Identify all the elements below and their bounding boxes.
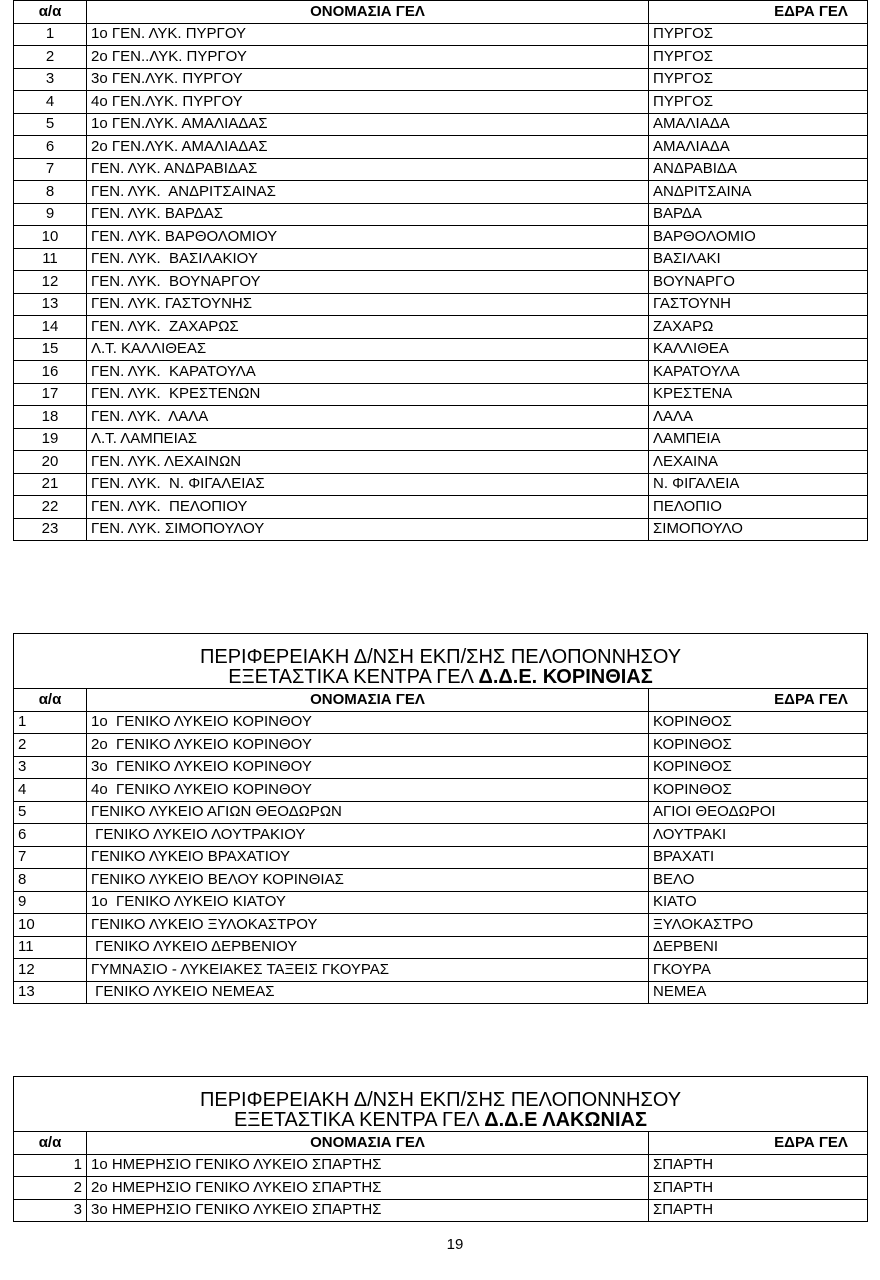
- table-row: [14, 1199, 868, 1222]
- title-line-2-region: Δ.Δ.Ε ΛΑΚΩΝΙΑΣ: [484, 1109, 647, 1131]
- school-name-cell: Λ.Τ. ΚΑΛΛΙΘΕΑΣ: [87, 338, 649, 361]
- school-name-cell: ΓΕΝΙΚΟ ΛΥΚΕΙΟ ΞΥΛΟΚΑΣΤΡΟΥ: [87, 914, 649, 937]
- table-row: [14, 473, 868, 496]
- school-name-cell: ΓΕΝΙΚΟ ΛΥΚΕΙΟ ΝΕΜΕΑΣ: [87, 981, 649, 1004]
- school-seat-cell: ΚΑΡΑΤΟΥΛΑ: [649, 361, 868, 384]
- row-number-cell: 20: [14, 451, 87, 474]
- school-seat-cell: ΚΙΑΤΟ: [649, 891, 868, 914]
- school-name-cell: 4ο ΓΕΝΙΚΟ ΛΥΚΕΙΟ ΚΟΡΙΝΘΟΥ: [87, 779, 649, 802]
- school-name-cell: ΓΕΝΙΚΟ ΛΥΚΕΙΟ ΔΕΡΒΕΝΙΟΥ: [87, 936, 649, 959]
- row-number-cell: 23: [14, 518, 87, 541]
- school-seat-cell: ΣΙΜΟΠΟΥΛΟ: [649, 518, 868, 541]
- school-seat-cell: ΒΡΑΧΑΤΙ: [649, 846, 868, 869]
- school-name-cell: Λ.Τ. ΛΑΜΠΕΙΑΣ: [87, 428, 649, 451]
- school-name-cell: 1ο ΓΕΝΙΚΟ ΛΥΚΕΙΟ ΚΟΡΙΝΘΟΥ: [87, 711, 649, 734]
- table-row: [14, 959, 868, 982]
- school-name-cell: ΓΕΝ. ΛΥΚ. ΒΑΣΙΛΑΚΙΟΥ: [87, 248, 649, 271]
- column-header-seat: ΕΔΡΑ ΓΕΛ: [649, 689, 868, 712]
- school-name-cell: ΓΕΝΙΚΟ ΛΥΚΕΙΟ ΒΕΛΟΥ ΚΟΡΙΝΘΙΑΣ: [87, 869, 649, 892]
- row-number-cell: 19: [14, 428, 87, 451]
- row-number-cell: 8: [14, 869, 87, 892]
- row-number-cell: 9: [14, 891, 87, 914]
- school-name-cell: 3ο ΗΜΕΡΗΣΙΟ ΓΕΝΙΚΟ ΛΥΚΕΙΟ ΣΠΑΡΤΗΣ: [87, 1199, 649, 1222]
- school-name-cell: ΓΕΝ. ΛΥΚ. ΓΑΣΤΟΥΝΗΣ: [87, 293, 649, 316]
- table-title: [14, 1077, 868, 1132]
- table-row: [14, 383, 868, 406]
- row-number-cell: 12: [14, 271, 87, 294]
- school-seat-cell: ΚΟΡΙΝΘΟΣ: [649, 734, 868, 757]
- row-number-cell: 16: [14, 361, 87, 384]
- column-header-name: ΟΝΟΜΑΣΙΑ ΓΕΛ: [87, 1, 649, 24]
- school-seat-cell: ΓΑΣΤΟΥΝΗ: [649, 293, 868, 316]
- title-line-2-region: Δ.Δ.Ε. ΚΟΡΙΝΘΙΑΣ: [478, 666, 653, 688]
- row-number-cell: 1: [14, 23, 87, 46]
- school-name-cell: 3ο ΓΕΝ.ΛΥΚ. ΠΥΡΓΟΥ: [87, 68, 649, 91]
- school-name-cell: 1ο ΗΜΕΡΗΣΙΟ ΓΕΝΙΚΟ ΛΥΚΕΙΟ ΣΠΑΡΤΗΣ: [87, 1154, 649, 1177]
- school-seat-cell: ΝΕΜΕΑ: [649, 981, 868, 1004]
- school-seat-cell: Ν. ΦΙΓΑΛΕΙΑ: [649, 473, 868, 496]
- school-seat-cell: ΠΥΡΓΟΣ: [649, 68, 868, 91]
- column-header-number: α/α: [14, 1, 87, 24]
- school-name-cell: ΓΕΝ. ΛΥΚ. ΚΑΡΑΤΟΥΛΑ: [87, 361, 649, 384]
- table-row: [14, 869, 868, 892]
- row-number-cell: 15: [14, 338, 87, 361]
- school-seat-cell: ΔΕΡΒΕΝΙ: [649, 936, 868, 959]
- row-number-cell: 8: [14, 181, 87, 204]
- row-number-cell: 6: [14, 136, 87, 159]
- school-seat-cell: ΛΟΥΤΡΑΚΙ: [649, 824, 868, 847]
- school-seat-cell: ΚΑΛΛΙΘΕΑ: [649, 338, 868, 361]
- table-row: [14, 891, 868, 914]
- row-number-cell: 4: [14, 779, 87, 802]
- table-row: [14, 271, 868, 294]
- table-row: [14, 1177, 868, 1200]
- row-number-cell: 14: [14, 316, 87, 339]
- table-row: [14, 293, 868, 316]
- school-name-cell: 1ο ΓΕΝ. ΛΥΚ. ΠΥΡΓΟΥ: [87, 23, 649, 46]
- table-ilia-schools: [13, 0, 868, 541]
- school-seat-cell: ΠΥΡΓΟΣ: [649, 91, 868, 114]
- school-seat-cell: ΑΜΑΛΙΑΔΑ: [649, 113, 868, 136]
- table-row: [14, 91, 868, 114]
- school-name-cell: ΓΕΝ. ΛΥΚ. ΑΝΔΡΙΤΣΑΙΝΑΣ: [87, 181, 649, 204]
- school-seat-cell: ΛΑΛΑ: [649, 406, 868, 429]
- school-seat-cell: ΠΕΛΟΠΙΟ: [649, 496, 868, 519]
- table-row: [14, 226, 868, 249]
- row-number-cell: 3: [14, 68, 87, 91]
- school-name-cell: ΓΕΝ. ΛΥΚ. ΚΡΕΣΤΕΝΩΝ: [87, 383, 649, 406]
- page-number: 19: [446, 1236, 464, 1253]
- school-seat-cell: ΣΠΑΡΤΗ: [649, 1177, 868, 1200]
- row-number-cell: 5: [14, 113, 87, 136]
- table-row: [14, 496, 868, 519]
- table-row: [14, 406, 868, 429]
- school-seat-cell: ΑΓΙΟΙ ΘΕΟΔΩΡΟΙ: [649, 801, 868, 824]
- column-header-seat: ΕΔΡΑ ΓΕΛ: [649, 1132, 868, 1155]
- row-number-cell: 2: [14, 46, 87, 69]
- table-row: [14, 914, 868, 937]
- school-name-cell: ΓΕΝΙΚΟ ΛΥΚΕΙΟ ΛΟΥΤΡΑΚΙΟΥ: [87, 824, 649, 847]
- school-seat-cell: ΛΑΜΠΕΙΑ: [649, 428, 868, 451]
- table-row: [14, 23, 868, 46]
- school-seat-cell: ΒΕΛΟ: [649, 869, 868, 892]
- school-name-cell: ΓΕΝΙΚΟ ΛΥΚΕΙΟ ΑΓΙΩΝ ΘΕΟΔΩΡΩΝ: [87, 801, 649, 824]
- school-seat-cell: ΛΕΧΑΙΝΑ: [649, 451, 868, 474]
- title-line-1: ΠΕΡΙΦΕΡΕΙΑΚΗ Δ/ΝΣΗ ΕΚΠ/ΣΗΣ ΠΕΛΟΠΟΝΝΗΣΟΥ: [199, 646, 682, 668]
- row-number-cell: 10: [14, 914, 87, 937]
- row-number-cell: 21: [14, 473, 87, 496]
- table-header-row: [14, 1, 868, 24]
- school-seat-cell: ΒΑΣΙΛΑΚΙ: [649, 248, 868, 271]
- row-number-cell: 11: [14, 936, 87, 959]
- school-name-cell: ΓΕΝ. ΛΥΚ. Ν. ΦΙΓΑΛΕΙΑΣ: [87, 473, 649, 496]
- school-name-cell: ΓΥΜΝΑΣΙΟ - ΛΥΚΕΙΑΚΕΣ ΤΑΞΕΙΣ ΓΚΟΥΡΑΣ: [87, 959, 649, 982]
- table-row: [14, 1154, 868, 1177]
- row-number-cell: 17: [14, 383, 87, 406]
- table-row: [14, 936, 868, 959]
- school-name-cell: ΓΕΝ. ΛΥΚ. ΒΑΡΘΟΛΟΜΙΟΥ: [87, 226, 649, 249]
- row-number-cell: 9: [14, 203, 87, 226]
- row-number-cell: 22: [14, 496, 87, 519]
- column-header-seat: ΕΔΡΑ ΓΕΛ: [649, 1, 868, 24]
- row-number-cell: 2: [14, 734, 87, 757]
- title-line-2-prefix: ΕΞΕΤΑΣΤΙΚΑ ΚΕΝΤΡΑ ΓΕΛ: [234, 1109, 485, 1131]
- table-title: [14, 634, 868, 689]
- table-row: [14, 451, 868, 474]
- school-name-cell: ΓΕΝ. ΛΥΚ. ΠΕΛΟΠΙΟΥ: [87, 496, 649, 519]
- school-seat-cell: ΚΡΕΣΤΕΝΑ: [649, 383, 868, 406]
- table-row: [14, 68, 868, 91]
- school-name-cell: 4ο ΓΕΝ.ΛΥΚ. ΠΥΡΓΟΥ: [87, 91, 649, 114]
- school-name-cell: ΓΕΝ. ΛΥΚ. ΒΑΡΔΑΣ: [87, 203, 649, 226]
- row-number-cell: 11: [14, 248, 87, 271]
- table-row: [14, 801, 868, 824]
- school-seat-cell: ΑΝΔΡΑΒΙΔΑ: [649, 158, 868, 181]
- title-line-2: [18, 1110, 863, 1130]
- school-seat-cell: ΚΟΡΙΝΘΟΣ: [649, 711, 868, 734]
- row-number-cell: 5: [14, 801, 87, 824]
- table-row: [14, 824, 868, 847]
- table-row: [14, 734, 868, 757]
- row-number-cell: 3: [14, 756, 87, 779]
- row-number-cell: 7: [14, 158, 87, 181]
- row-number-cell: 18: [14, 406, 87, 429]
- row-number-cell: 13: [14, 293, 87, 316]
- table-header-row: [14, 689, 868, 712]
- school-name-cell: ΓΕΝ. ΛΥΚ. ΛΑΛΑ: [87, 406, 649, 429]
- row-number-cell: 13: [14, 981, 87, 1004]
- column-header-number: α/α: [14, 1132, 87, 1155]
- table-row: [14, 316, 868, 339]
- school-seat-cell: ΑΝΔΡΙΤΣΑΙΝΑ: [649, 181, 868, 204]
- school-seat-cell: ΠΥΡΓΟΣ: [649, 23, 868, 46]
- table-row: [14, 136, 868, 159]
- table-row: [14, 181, 868, 204]
- table-row: [14, 981, 868, 1004]
- school-seat-cell: ΚΟΡΙΝΘΟΣ: [649, 779, 868, 802]
- title-line-2: [18, 667, 863, 687]
- school-name-cell: 2ο ΓΕΝΙΚΟ ΛΥΚΕΙΟ ΚΟΡΙΝΘΟΥ: [87, 734, 649, 757]
- school-seat-cell: ΖΑΧΑΡΩ: [649, 316, 868, 339]
- title-line-1: ΠΕΡΙΦΕΡΕΙΑΚΗ Δ/ΝΣΗ ΕΚΠ/ΣΗΣ ΠΕΛΟΠΟΝΝΗΣΟΥ: [199, 1089, 682, 1111]
- school-seat-cell: ΞΥΛΟΚΑΣΤΡΟ: [649, 914, 868, 937]
- school-seat-cell: ΚΟΡΙΝΘΟΣ: [649, 756, 868, 779]
- school-name-cell: 1ο ΓΕΝΙΚΟ ΛΥΚΕΙΟ ΚΙΑΤΟΥ: [87, 891, 649, 914]
- school-name-cell: ΓΕΝ. ΛΥΚ. ΛΕΧΑΙΝΩΝ: [87, 451, 649, 474]
- table-lakonia-schools: [13, 1076, 868, 1222]
- table-row: [14, 113, 868, 136]
- table-row: [14, 203, 868, 226]
- column-header-number: α/α: [14, 689, 87, 712]
- school-seat-cell: ΑΜΑΛΙΑΔΑ: [649, 136, 868, 159]
- school-name-cell: ΓΕΝΙΚΟ ΛΥΚΕΙΟ ΒΡΑΧΑΤΙΟΥ: [87, 846, 649, 869]
- table-korinthia-schools: [13, 633, 868, 1004]
- table-row: [14, 518, 868, 541]
- school-seat-cell: ΠΥΡΓΟΣ: [649, 46, 868, 69]
- school-name-cell: 3ο ΓΕΝΙΚΟ ΛΥΚΕΙΟ ΚΟΡΙΝΘΟΥ: [87, 756, 649, 779]
- table-row: [14, 428, 868, 451]
- school-seat-cell: ΓΚΟΥΡΑ: [649, 959, 868, 982]
- table-row: [14, 361, 868, 384]
- row-number-cell: 3: [14, 1199, 87, 1222]
- school-seat-cell: ΒΑΡΔΑ: [649, 203, 868, 226]
- school-name-cell: ΓΕΝ. ΛΥΚ. ΖΑΧΑΡΩΣ: [87, 316, 649, 339]
- table-row: [14, 756, 868, 779]
- school-seat-cell: ΣΠΑΡΤΗ: [649, 1199, 868, 1222]
- table-row: [14, 779, 868, 802]
- row-number-cell: 4: [14, 91, 87, 114]
- table-row: [14, 711, 868, 734]
- school-name-cell: 2ο ΗΜΕΡΗΣΙΟ ΓΕΝΙΚΟ ΛΥΚΕΙΟ ΣΠΑΡΤΗΣ: [87, 1177, 649, 1200]
- table-row: [14, 46, 868, 69]
- school-seat-cell: ΣΠΑΡΤΗ: [649, 1154, 868, 1177]
- school-seat-cell: ΒΟΥΝΑΡΓΟ: [649, 271, 868, 294]
- row-number-cell: 6: [14, 824, 87, 847]
- row-number-cell: 1: [14, 1154, 87, 1177]
- table-title-row: [14, 1077, 868, 1132]
- table-row: [14, 846, 868, 869]
- row-number-cell: 12: [14, 959, 87, 982]
- table-header-row: [14, 1132, 868, 1155]
- school-name-cell: 2ο ΓΕΝ.ΛΥΚ. ΑΜΑΛΙΑΔΑΣ: [87, 136, 649, 159]
- school-name-cell: ΓΕΝ. ΛΥΚ. ΑΝΔΡΑΒΙΔΑΣ: [87, 158, 649, 181]
- column-header-name: ΟΝΟΜΑΣΙΑ ΓΕΛ: [87, 689, 649, 712]
- table-title-row: [14, 634, 868, 689]
- table-row: [14, 248, 868, 271]
- school-name-cell: 2ο ΓΕΝ..ΛΥΚ. ΠΥΡΓΟΥ: [87, 46, 649, 69]
- table-row: [14, 338, 868, 361]
- table-row: [14, 158, 868, 181]
- row-number-cell: 2: [14, 1177, 87, 1200]
- row-number-cell: 1: [14, 711, 87, 734]
- row-number-cell: 7: [14, 846, 87, 869]
- row-number-cell: 10: [14, 226, 87, 249]
- school-seat-cell: ΒΑΡΘΟΛΟΜΙΟ: [649, 226, 868, 249]
- school-name-cell: 1ο ΓΕΝ.ΛΥΚ. ΑΜΑΛΙΑΔΑΣ: [87, 113, 649, 136]
- school-name-cell: ΓΕΝ. ΛΥΚ. ΣΙΜΟΠΟΥΛΟΥ: [87, 518, 649, 541]
- column-header-name: ΟΝΟΜΑΣΙΑ ΓΕΛ: [87, 1132, 649, 1155]
- title-line-2-prefix: ΕΞΕΤΑΣΤΙΚΑ ΚΕΝΤΡΑ ΓΕΛ: [228, 666, 479, 688]
- school-name-cell: ΓΕΝ. ΛΥΚ. ΒΟΥΝΑΡΓΟΥ: [87, 271, 649, 294]
